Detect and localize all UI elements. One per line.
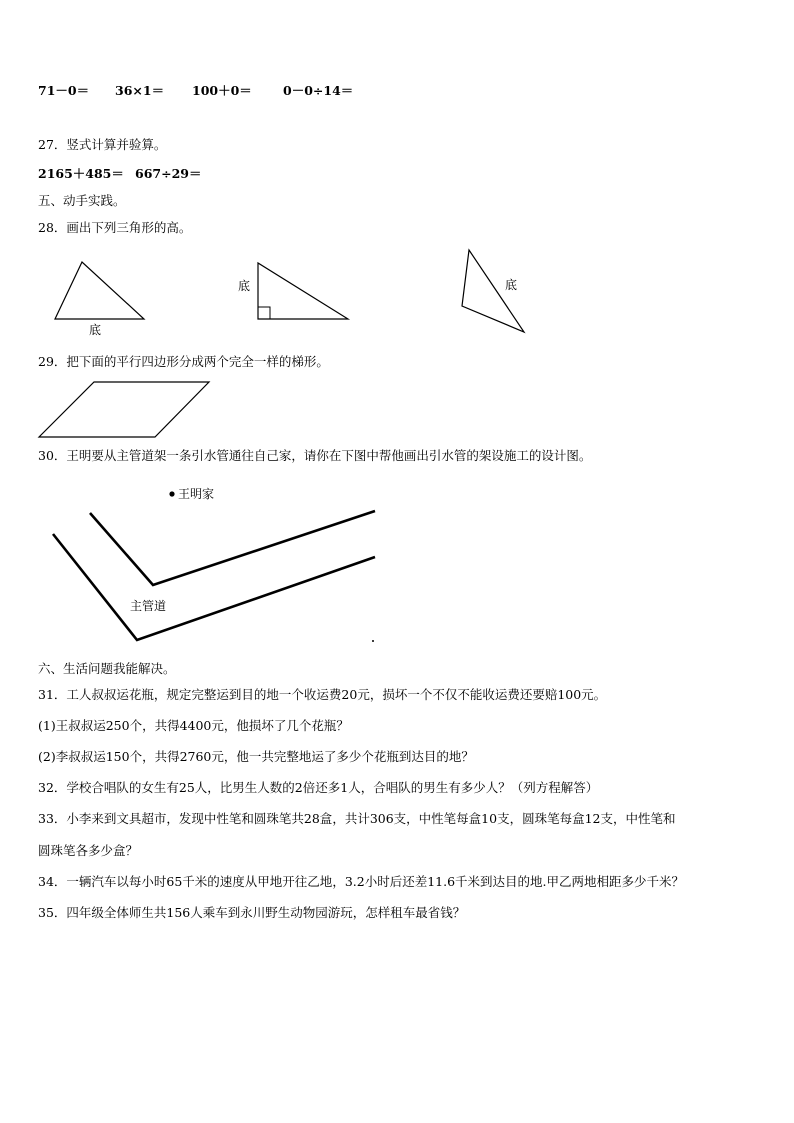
q27-item-1: 2165＋485＝ xyxy=(38,166,124,181)
q28-title: 28．画出下列三角形的高。 xyxy=(38,220,192,235)
home-dot xyxy=(169,491,174,496)
home-label: 王明家 xyxy=(178,487,215,501)
q27-title: 27．竖式计算并验算。 xyxy=(38,137,167,152)
section-5-heading: 五、动手实践。 xyxy=(38,193,126,208)
q35-text: 35．四年级全体师生共156人乘车到永川野生动物园游玩，怎样租车最省钱？ xyxy=(38,905,466,920)
q33-line-1: 33．小李来到文具超市，发现中性笔和圆珠笔共28盒，共计306支，中性笔每盒10支，圆珠笔每盒12支，中性笔和 xyxy=(38,811,676,826)
q31-sub-2: (2)李叔叔运150个，共得2760元，他一共完整地运了多少个花瓶到达目的地？ xyxy=(38,749,474,764)
q33-line-2: 圆珠笔各多少盒？ xyxy=(38,843,139,858)
q27-item-2: 667÷29＝ xyxy=(135,166,202,181)
triangle-2-base-label: 底 xyxy=(238,279,251,293)
q32-text: 32．学校合唱队的女生有25人，比男生人数的2倍还多1人，合唱队的男生有多少人？（列方程解答） xyxy=(38,780,599,795)
q30-title: 30．王明要从主管道架一条引水管通往自己家，请你在下图中帮他画出引水管的架设施工的设计图。 xyxy=(38,448,592,463)
triangle-1-base-label: 底 xyxy=(89,323,102,337)
pipe-label: 主管道 xyxy=(130,599,167,613)
triangle-3-base-label: 底 xyxy=(505,278,518,292)
pipe-outer-line xyxy=(53,534,375,640)
stray-dot xyxy=(372,640,374,642)
arith-item-3: 100＋0＝ xyxy=(192,83,252,98)
q34-text: 34．一辆汽车以每小时65千米的速度从甲地开往乙地，3.2小时后还差11.6千米到达目的地.甲乙两地相距多少千米？ xyxy=(38,874,684,889)
pipe-inner-line xyxy=(90,511,375,585)
q31-sub-1: (1)王叔叔运250个，共得4400元，他损坏了几个花瓶？ xyxy=(38,718,349,733)
arith-item-4: 0－0÷14＝ xyxy=(283,83,354,98)
q29-title: 29．把下面的平行四边形分成两个完全一样的梯形。 xyxy=(38,354,329,369)
section-6-heading: 六、生活问题我能解决。 xyxy=(38,661,176,676)
arith-item-1: 71－0＝ xyxy=(38,83,90,98)
q31-title: 31．工人叔叔运花瓶，规定完整运到目的地一个收运费20元，损坏一个不仅不能收运费还要赔100元。 xyxy=(38,687,607,702)
arith-item-2: 36×1＝ xyxy=(115,83,165,98)
